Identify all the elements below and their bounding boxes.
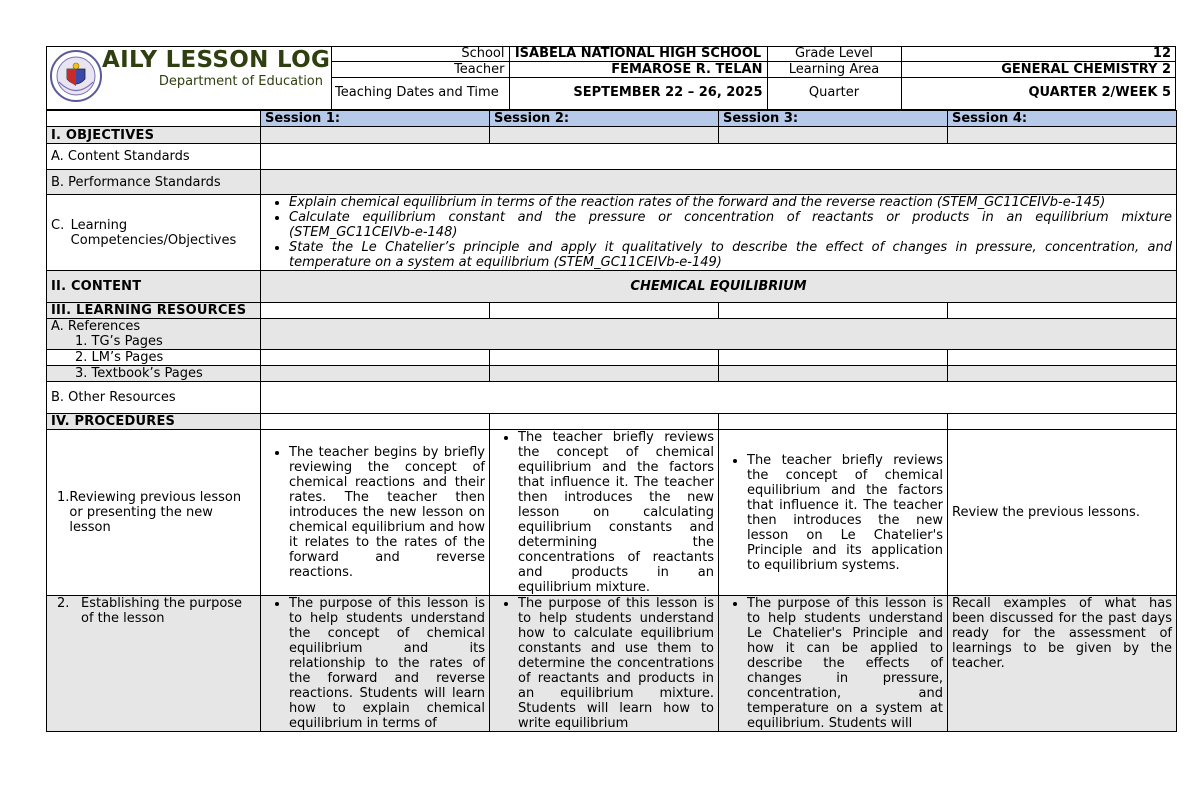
cell xyxy=(948,303,1177,319)
session-1-header: Session 1: xyxy=(261,111,490,127)
competencies-letter: C. xyxy=(51,217,65,233)
header-info-table xyxy=(331,47,1175,109)
session-header-row xyxy=(47,111,1177,127)
content-standards-label: A. Content Standards xyxy=(47,144,261,170)
purpose-s2-text: • The purpose of this lesson is to help students understand how to calculate equilibrium constants and use them to determine the concentrations of reactants and products in an equilibrium mixture. Students will learn how to write equilibrium xyxy=(518,596,714,731)
reviewing-s3-text: • The teacher briefly reviews the concept of chemical equilibrium and the factors that influence it. The teacher then introduces the new lesson on Le Chatelier's Principle and its application to equilibrium systems. xyxy=(747,453,943,573)
competency-item: • Explain chemical equilibrium in terms of the reaction rates of the forward and the reverse reaction (STEM_GC11CEIVb-e-145) xyxy=(289,195,1172,210)
grade-value: 12 xyxy=(901,47,1175,62)
content-standards-row xyxy=(47,144,1177,170)
reviewing-session-3 xyxy=(719,430,948,596)
purpose-label xyxy=(47,596,261,732)
lesson-log-table xyxy=(46,110,1177,732)
references-heading: A. References xyxy=(51,319,141,334)
grade-label: Grade Level xyxy=(767,47,901,62)
resources-heading: III. LEARNING RESOURCES xyxy=(47,303,261,319)
cell xyxy=(261,350,490,366)
textbook-pages-label: 3. Textbook’s Pages xyxy=(47,366,261,382)
other-resources-value xyxy=(261,382,1177,414)
purpose-s3-text: • The purpose of this lesson is to help students understand Le Chatelier's Principle and how it can be applied to describe the effects of changes in pressure, concentration, and temperature on a system at equilibrium. Students will xyxy=(747,596,943,731)
reviewing-row xyxy=(47,430,1177,596)
session-header-corner xyxy=(47,111,261,127)
procedures-heading: IV. PROCEDURES xyxy=(47,414,261,430)
references-label xyxy=(47,319,261,350)
reviewing-s1-text: • The teacher begins by briefly reviewing the concept of chemical reactions and their rates. The teacher then introduces the new lesson on chemical equilibrium and how it relates to the rates of the forward and reverse reactions. xyxy=(289,445,485,580)
school-value: ISABELA NATIONAL HIGH SCHOOL xyxy=(509,47,767,62)
performance-standards-row xyxy=(47,170,1177,195)
performance-standards-value xyxy=(261,170,1177,195)
lm-pages-label: 2. LM’s Pages xyxy=(47,350,261,366)
purpose-row xyxy=(47,596,1177,732)
brand-block xyxy=(47,47,332,109)
reviewing-session-4: Review the previous lessons. xyxy=(948,430,1177,596)
cell xyxy=(948,350,1177,366)
cell xyxy=(261,366,490,382)
reviewing-number: 1. xyxy=(57,490,70,505)
school-label: School xyxy=(331,47,509,62)
cell xyxy=(490,127,719,144)
cell xyxy=(261,414,490,430)
cell xyxy=(719,303,948,319)
log-title: AILY LESSON LOG xyxy=(102,47,331,73)
dates-value: SEPTEMBER 22 – 26, 2025 xyxy=(509,77,767,109)
objectives-heading: I. OBJECTIVES xyxy=(47,127,261,144)
cell xyxy=(261,127,490,144)
cell xyxy=(948,414,1177,430)
reviewing-session-2 xyxy=(490,430,719,596)
competencies-label xyxy=(47,195,261,271)
competency-item: • State the Le Chatelier’s principle and apply it qualitatively to describe the effect of changes in pressure, concentration, and temperature on a system at equilibrium (STEM_GC11CEIVb-e-149) xyxy=(289,240,1172,270)
session-4-header: Session 4: xyxy=(948,111,1177,127)
area-label: Learning Area xyxy=(767,62,901,78)
cell xyxy=(719,366,948,382)
references-value xyxy=(261,319,1177,350)
lesson-log-header xyxy=(46,46,1176,110)
competency-item: • Calculate equilibrium constant and the pressure or concentration of reactants or products in an equilibrium mixture (STEM_GC11CEIVb-e-148) xyxy=(289,210,1172,240)
purpose-session-4: Recall examples of what has been discussed for the past days ready for the assessment of learnings to be given by the teacher. xyxy=(948,596,1177,732)
competencies-list xyxy=(265,195,1172,270)
procedures-row xyxy=(47,414,1177,430)
cell xyxy=(719,414,948,430)
quarter-value: QUARTER 2/WEEK 5 xyxy=(901,77,1175,109)
resources-row xyxy=(47,303,1177,319)
content-heading: II. CONTENT xyxy=(47,271,261,303)
purpose-text: Establishing the purpose of the lesson xyxy=(81,596,243,626)
reviewing-label xyxy=(47,430,261,596)
purpose-session-3 xyxy=(719,596,948,732)
content-row xyxy=(47,271,1177,303)
reviewing-text: Reviewing previous lesson or presenting the new lesson xyxy=(69,490,242,535)
area-value: GENERAL CHEMISTRY 2 xyxy=(901,62,1175,78)
content-topic: CHEMICAL EQUILIBRIUM xyxy=(261,271,1177,303)
other-resources-label: B. Other Resources xyxy=(47,382,261,414)
dates-label: Teaching Dates and Time xyxy=(331,77,509,109)
competencies-row xyxy=(47,195,1177,271)
cell xyxy=(719,350,948,366)
competencies-list-cell xyxy=(261,195,1177,271)
tg-pages-label: 1. TG’s Pages xyxy=(75,334,163,349)
competencies-text: Learning Competencies/Objectives xyxy=(70,217,237,248)
textbook-pages-row xyxy=(47,366,1177,382)
content-standards-value xyxy=(261,144,1177,170)
cell xyxy=(490,414,719,430)
performance-standards-label: B. Performance Standards xyxy=(47,170,261,195)
reviewing-s2-text: • The teacher briefly reviews the concept of chemical equilibrium and the factors that influence it. The teacher then introduces the new lesson on calculating equilibrium constants and determining the concentrations of reactants and products in an equilibrium mixture. xyxy=(518,430,714,595)
objectives-row xyxy=(47,127,1177,144)
reviewing-session-1 xyxy=(261,430,490,596)
deped-seal-icon xyxy=(49,49,103,103)
session-2-header: Session 2: xyxy=(490,111,719,127)
references-row xyxy=(47,319,1177,350)
cell xyxy=(490,350,719,366)
cell xyxy=(490,303,719,319)
teacher-label: Teacher xyxy=(331,62,509,78)
lm-pages-row xyxy=(47,350,1177,366)
other-resources-row xyxy=(47,382,1177,414)
cell xyxy=(490,366,719,382)
purpose-s1-text: • The purpose of this lesson is to help students understand the concept of chemical equilibrium and its relationship to the rates of the forward and reverse reactions. Students will learn how to explain chemical equilibrium in terms of xyxy=(289,596,485,731)
quarter-label: Quarter xyxy=(767,77,901,109)
department-name: Department of Education xyxy=(158,74,323,89)
cell xyxy=(948,366,1177,382)
purpose-number: 2. xyxy=(57,596,70,611)
cell xyxy=(948,127,1177,144)
session-3-header: Session 3: xyxy=(719,111,948,127)
purpose-session-2 xyxy=(490,596,719,732)
purpose-session-1 xyxy=(261,596,490,732)
cell xyxy=(261,303,490,319)
cell xyxy=(719,127,948,144)
teacher-value: FEMAROSE R. TELAN xyxy=(509,62,767,78)
